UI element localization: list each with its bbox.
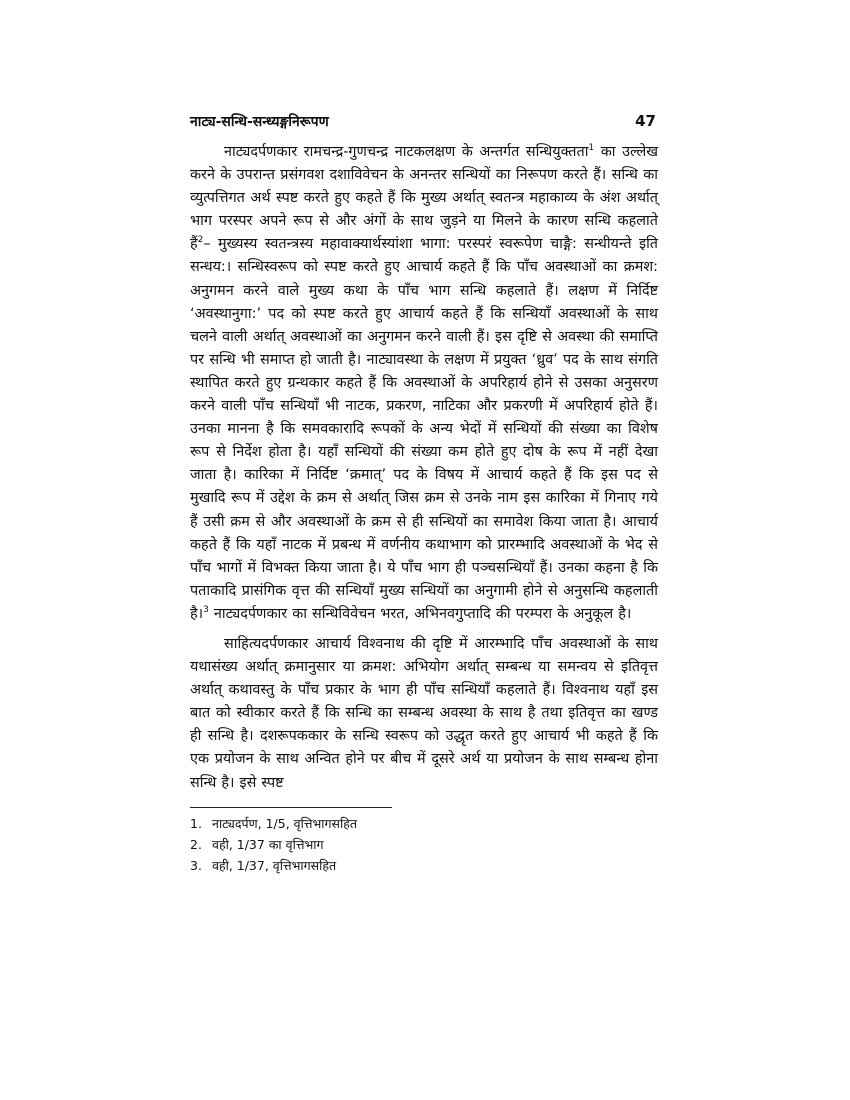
footnote-text: नाट्यदर्पण, 1/5, वृत्तिभागसहित (212, 815, 357, 831)
footnote-number: 1. (190, 815, 202, 831)
chapter-title: नाट्य-सन्धि-सन्ध्यङ्गनिरूपण (190, 114, 329, 130)
footnote-1 (190, 813, 658, 834)
paragraph-1-text-c: – मुख्यस्य स्वतन्त्रस्य महावाक्यार्थस्यांशा भागा: परस्परं स्वरूपेण चाङ्गै: सन्धीयन्ते इति सन्धय:। सन्धिस्वरूप को स्पष्ट करते हुए आचार्य कहते हैं कि पाँच अवस्थाओं का क्रमश: अनुगमन करने वाले मुख्य कथा के पाँच भाग सन्धि कहलाते हैं। लक्षण में निर्दिष्ट ‘अवस्थानुगा:’ पद को स्पष्ट करते हुए आचार्य कहते हैं कि सन्धियाँ अवस्थाओं के साथ चलने वाली अर्थात् अवस्थाओं का अनुगमन करने वाली हैं। इस दृष्टि से अवस्था की समाप्ति पर सन्धि भी समाप्त हो जाती है। नाट्यावस्था के लक्षण में प्रयुक्त ‘ध्रुव’ पद के साथ संगति स्थापित करते हुए ग्रन्थकार कहते हैं कि अवस्थाओं के अपरिहार्य होने से उसका अनुसरण करने वाली पाँच सन्धियाँ भी नाटक, प्रकरण, नाटिका और प्रकरणी में अपरिहार्य होते हैं। उनका मानना है कि समवकारादि रूपकों के अन्य भेदों में सन्धियों की संख्या का विशेष रूप से निर्देश होता है। यहाँ सन्धियों की संख्या कम होते हुए दोष के रूप में नहीं देखा जाता है। कारिका में निर्दिष्ट ‘क्रमात्’ पद के विषय में आचार्य कहते हैं कि इस पद से मुखादि रूप में उद्देश के क्रम से अर्थात् जिस क्रम से उनके नाम इस कारिका में गिनाए गये हैं उसी क्रम से और अवस्थाओं के क्रम से ही सन्धियों का समावेश किया जाता है। आचार्य कहते हैं कि यहाँ नाटक में प्रबन्ध में वर्णनीय कथाभाग को प्रारम्भादि अवस्थाओं के भेद से पाँच भागों में विभक्त किया जाता है। ये पाँच भाग ही पञ्चसन्धियाँ हैं। उनका कहना है कि पताकादि प्रासंगिक वृत्त की सन्धियाँ मुख्य सन्धियों का अनुगामी होने से अनुसन्धि कहलाती है। (190, 236, 658, 622)
page (190, 112, 658, 876)
paragraph-1-text-d: नाट्यदर्पणकार का सन्धिविवेचन भरत, अभिनवगुप्तादि की परम्परा के अनुकूल है। (208, 605, 632, 622)
footnote-ref-1[interactable]: 1 (588, 143, 595, 154)
footnote-ref-3[interactable]: 3 (203, 605, 209, 616)
footnote-number: 2. (190, 836, 202, 852)
footnote-text: वही, 1/37, वृत्तिभागसहित (212, 857, 337, 873)
footnote-3 (190, 855, 658, 876)
footnote-ref-2[interactable]: 2 (197, 235, 204, 246)
running-head (190, 112, 658, 131)
footnote-2 (190, 834, 658, 855)
footnote-number: 3. (190, 857, 202, 873)
paragraph-1 (190, 141, 658, 626)
footnotes (190, 813, 658, 876)
footnote-divider (190, 807, 392, 808)
paragraph-2: साहित्यदर्पणकार आचार्य विश्वनाथ की दृष्टि में आरम्भादि पाँच अवस्थाओं के साथ यथासंख्य अर्थात् क्रमानुसार या क्रमश: अभियोग अर्थात् सम्बन्ध या समन्वय से इतिवृत्त अर्थात् कथावस्तु के पाँच प्रकार के भाग ही पाँच सन्धियाँ कहलाते हैं। विश्वनाथ यहाँ इस बात को स्वीकार करते हैं कि सन्धि का सम्बन्ध अवस्था के साथ है तथा इतिवृत्त का खण्ड ही सन्धि है। दशरूपककार के सन्धि स्वरूप को उद्धृत करते हुए आचार्य भी कहते हैं कि एक प्रयोजन के साथ अन्वित होने पर बीच में दूसरे अर्थ या प्रयोजन के साथ सम्बन्ध होना सन्धि है। इसे स्पष्ट (190, 635, 658, 791)
footnote-text: वही, 1/37 का वृत्तिभाग (212, 836, 324, 852)
paragraph-1-text-a: नाट्यदर्पणकार रामचन्द्र-गुणचन्द्र नाटकलक्षण के अन्तर्गत सन्धियुक्तता (224, 144, 589, 160)
page-number: 47 (635, 112, 656, 130)
paragraph-1-text-b: का उल्लेख करने के उपरान्त प्रसंगवश दशाविवेचन के अनन्तर सन्धियों का निरूपण करते हैं। सन्धि का व्युत्पत्तिगत अर्थ स्पष्ट करते हुए कहते हैं कि मुख्य अर्थात् स्वतन्त्र महाकाव्य के अंश अर्थात् भाग परस्पर अपने रूप से और अंगों के साथ जुड़ने या मिलने के कारण सन्धि कहलाते हैं (190, 144, 658, 253)
